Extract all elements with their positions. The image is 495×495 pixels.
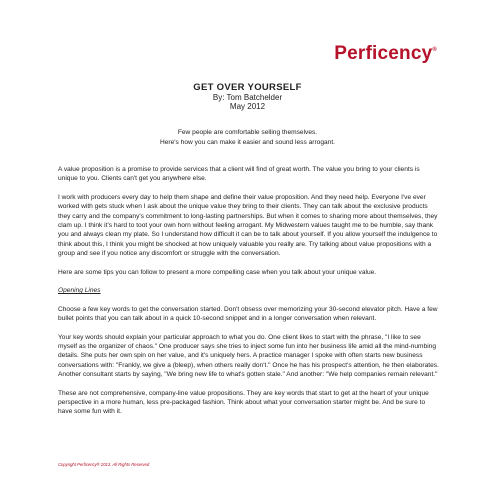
paragraph-5: Your key words should explain your particular approach to what you do. One client likes to start with the phrase, "I like to see myself as the organizer of chaos." One producer says she tries to inject some fun into her business life amid all the mind-numbing details. She puts her own spin on her value, and it's uniquely hers. A practice manager I spoke with often starts new business conversations with: "Frankly, we give a (bleep), when others really don't." Once he has his prospect's attention, he then elaborates. Another consultant starts by saying, "We bring new life to what's gotten stale." And another: "We help companies remain relevant."	[58, 333, 439, 379]
paragraph-1: A value proposition is a promise to provide services that a client will find of great worth. The value you bring to your clients is unique to you. Clients can't get you anywhere else.	[58, 166, 420, 183]
article-title: GET OVER YOURSELF	[193, 82, 302, 93]
paragraph-4: Choose a few key words to get the conversation started. Don't obsess over memorizing your 30-second elevator pitch. Have a few bullet points that you can talk about in a quick 10-second snippet and in a longer conversation when relevant.	[58, 305, 438, 323]
byline: By: Tom Batchelder	[212, 93, 283, 102]
perficency-logo	[334, 43, 437, 65]
paragraph-6: These are not comprehensive, company-line value propositions. They are key words that start to get at the heart of your unique perspective in a more human, less pre-packaged fashion. Think about what your conversation starter might be. And be sure to have some fun with it.	[58, 389, 429, 416]
article-body	[58, 165, 440, 426]
subtitle-line-2: Here's how you can make it easier and sound less arrogant.	[160, 138, 335, 146]
logo-text: Perficency	[334, 43, 433, 64]
registered-mark: ®	[432, 46, 437, 53]
section-heading: Opening Lines	[58, 287, 101, 295]
subtitle	[0, 128, 495, 147]
publish-date: May 2012	[229, 102, 266, 111]
title-block	[0, 82, 495, 111]
copyright-footer: Copyright Perficency® 2013. All Rights Reserved	[58, 462, 150, 467]
subtitle-line-1: Few people are comfortable selling themselves.	[177, 129, 318, 136]
paragraph-2: I work with producers every day to help them shape and define their value proposition. And they need help. Everyone I've ever worked with gets stuck when I ask about the unique value they bring to their clients. They can talk about the exclusive products they carry and the company's commitment to long-lasting partnerships. But when it comes to sharing more about themselves, they clam up. I think it's hard to toot your own horn without feeling arrogant. My Midwestern values taught me to be humble, say thank you and always clean my plate. So I understand how difficult it can be to talk about yourself. If you allow yourself the indulgence to think about this, I think you might be shocked at how uniquely valuable you really are. Try talking about value propositions with a group and see if you notice any discomfort or struggle with the conversation.	[58, 194, 438, 257]
paragraph-3: Here are some tips you can follow to present a more compelling case when you talk about your unique value.	[58, 268, 377, 276]
